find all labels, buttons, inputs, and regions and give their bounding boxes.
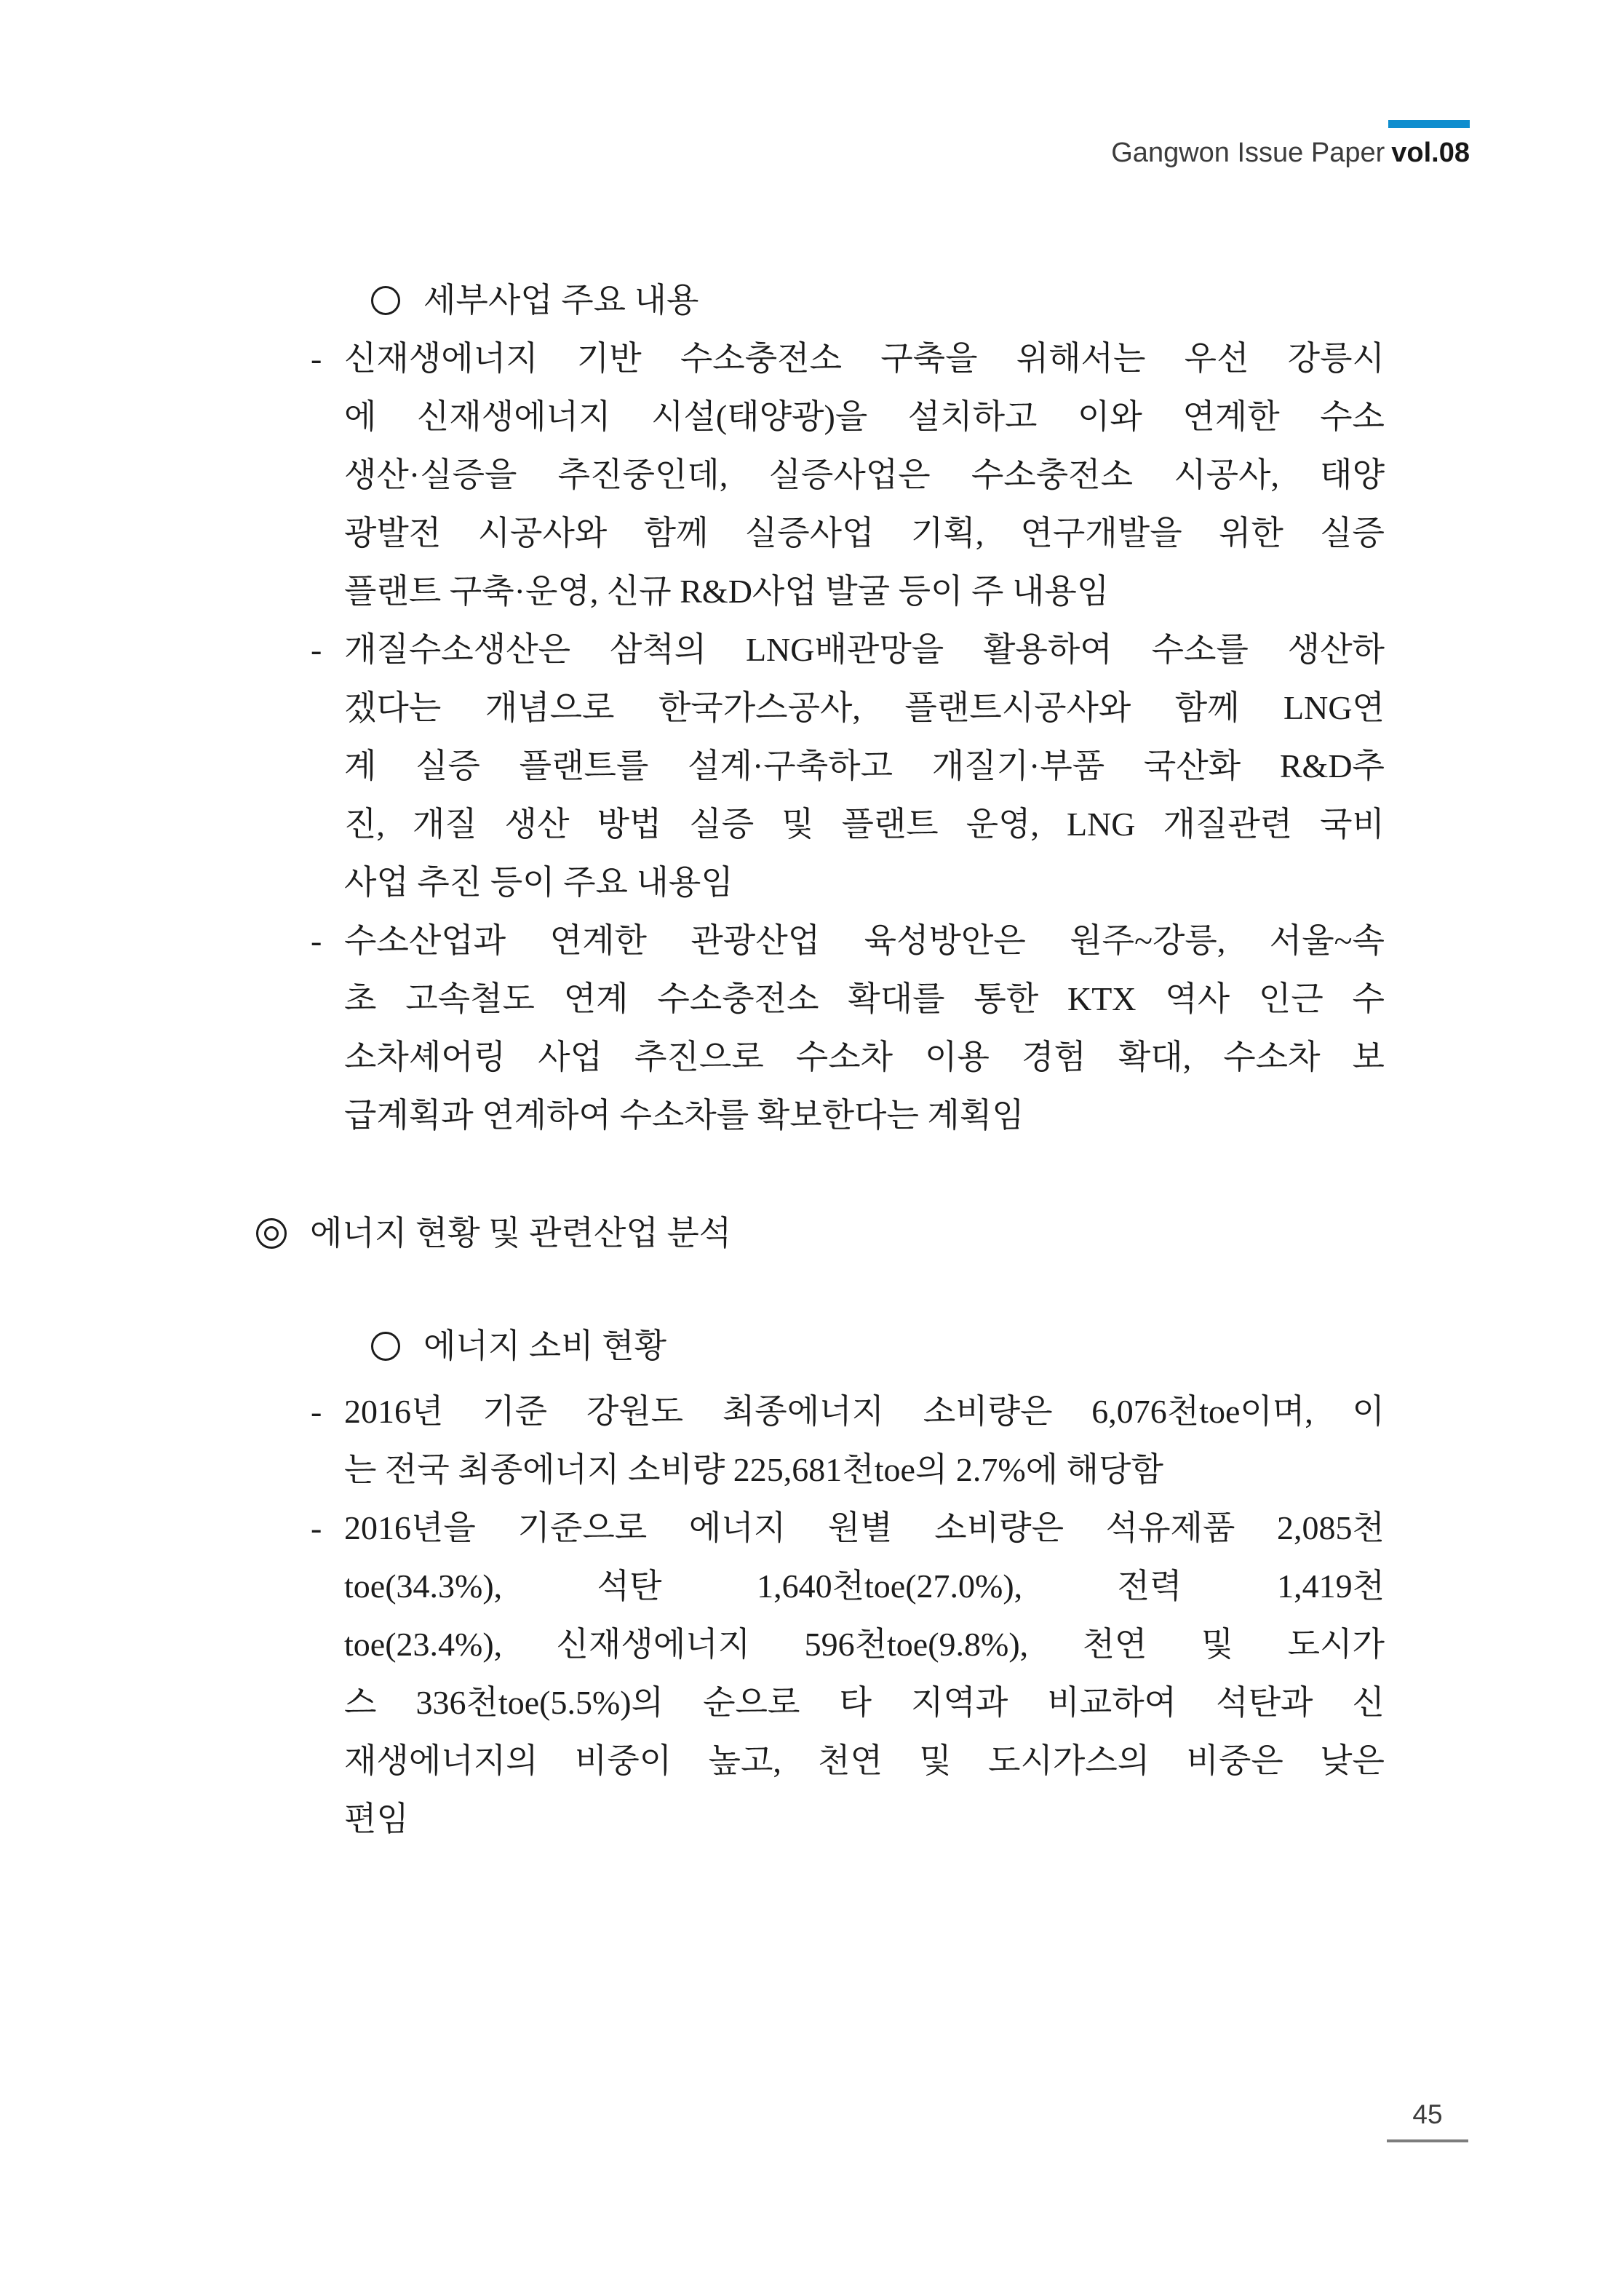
header-title-regular: Gangwon Issue Paper xyxy=(1111,138,1385,168)
header-title-volume: vol.08 xyxy=(1391,138,1470,168)
text-line: 급계획과 연계하여 수소차를 확보한다는 계획임 xyxy=(344,1097,1024,1134)
text-line: 스 336천toe(5.5%)의 순으로 타 지역과 비교하여 석탄과 신 xyxy=(344,1684,1385,1721)
text-line: 개질수소생산은 삼척의 LNG배관망을 활용하여 수소를 생산하 xyxy=(344,631,1385,668)
circle-bullet-icon xyxy=(371,286,400,315)
text-line: 는 전국 최종에너지 소비량 225,681천toe의 2.7%에 해당함 xyxy=(344,1451,1163,1488)
dash-bullet: - xyxy=(311,922,322,959)
text-line: 재생에너지의 비중이 높고, 천연 및 도시가스의 비중은 낮은 xyxy=(344,1742,1385,1779)
subheading-text: 에너지 소비 현황 xyxy=(423,1327,667,1364)
text-line: 에 신재생에너지 시설(태양광)을 설치하고 이와 연계한 수소 xyxy=(344,398,1385,435)
circle-bullet-icon xyxy=(371,1332,400,1361)
bullet-paragraph xyxy=(311,621,1385,912)
dash-bullet: - xyxy=(311,340,322,377)
double-circle-bullet-icon xyxy=(256,1218,287,1249)
bullet-paragraph xyxy=(311,912,1385,1145)
text-line: 초 고속철도 연계 수소충전소 확대를 통한 KTX 역사 인근 수 xyxy=(344,980,1385,1017)
double-circle-inner xyxy=(264,1226,279,1241)
subheading-detail-projects xyxy=(371,271,699,330)
dash-bullet: - xyxy=(311,631,322,668)
text-line: 편임 xyxy=(344,1800,409,1837)
heading-text: 에너지 현황 및 관련산업 분석 xyxy=(310,1215,732,1252)
subheading-energy-consumption xyxy=(371,1317,666,1375)
text-line: 광발전 시공사와 함께 실증사업 기획, 연구개발을 위한 실증 xyxy=(344,514,1385,552)
text-line: toe(34.3%), 석탄 1,640천toe(27.0%), 전력 1,419천 xyxy=(344,1567,1385,1605)
subheading-text: 세부사업 주요 내용 xyxy=(423,282,699,319)
text-line: 2016년을 기준으로 에너지 원별 소비량은 석유제품 2,085천 xyxy=(344,1509,1385,1546)
page-number: 45 xyxy=(1412,2099,1443,2129)
heading-energy-analysis xyxy=(256,1204,731,1263)
text-line: 신재생에너지 기반 수소충전소 구축을 위해서는 우선 강릉시 xyxy=(344,340,1385,377)
bullet-paragraph xyxy=(311,330,1385,621)
text-line: 사업 추진 등이 주요 내용임 xyxy=(344,864,733,901)
header-accent-bar xyxy=(1388,120,1470,128)
page-number-rule xyxy=(1387,2139,1468,2142)
text-line: 수소산업과 연계한 관광산업 육성방안은 원주~강릉, 서울~속 xyxy=(344,922,1385,959)
text-line: 플랜트 구축·운영, 신규 R&D사업 발굴 등이 주 내용임 xyxy=(344,573,1110,610)
text-line: 겠다는 개념으로 한국가스공사, 플랜트시공사와 함께 LNG연 xyxy=(344,689,1385,726)
text-line: 2016년 기준 강원도 최종에너지 소비량은 6,076천toe이며, 이 xyxy=(344,1393,1385,1430)
text-line: toe(23.4%), 신재생에너지 596천toe(9.8%), 천연 및 도시가 xyxy=(344,1626,1385,1663)
dash-bullet: - xyxy=(311,1509,322,1546)
bullet-paragraph xyxy=(311,1383,1385,1499)
text-line: 생산·실증을 추진중인데, 실증사업은 수소충전소 시공사, 태양 xyxy=(344,456,1385,493)
text-line: 계 실증 플랜트를 설계·구축하고 개질기·부품 국산화 R&D추 xyxy=(344,747,1385,784)
text-line: 진, 개질 생산 방법 실증 및 플랜트 운영, LNG 개질관련 국비 xyxy=(344,806,1385,843)
text-line: 소차셰어링 사업 추진으로 수소차 이용 경험 확대, 수소차 보 xyxy=(344,1038,1385,1076)
dash-bullet: - xyxy=(311,1393,322,1430)
page-header-title xyxy=(1111,138,1470,167)
bullet-paragraph xyxy=(311,1499,1385,1848)
